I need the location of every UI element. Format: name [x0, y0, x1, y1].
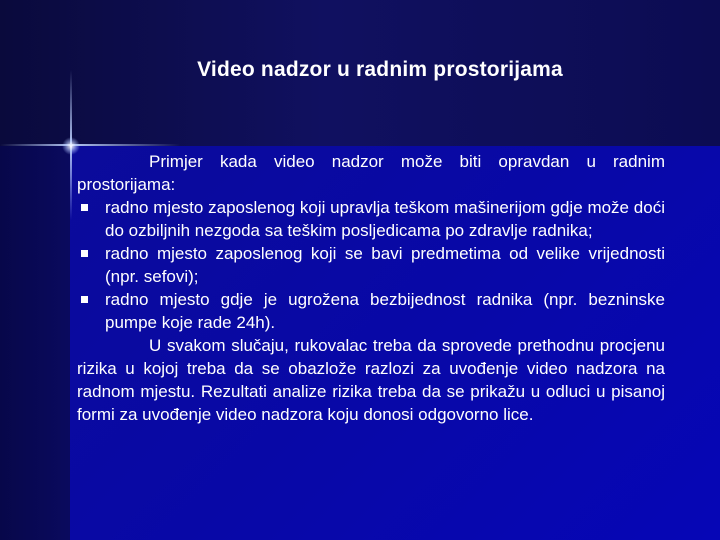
list-item — [77, 242, 665, 288]
left-band — [0, 146, 70, 540]
closing-paragraph: U svakom slučaju, rukovalac treba da sprovede prethodnu procjenu rizika u kojoj treba da se obazlože razlozi za uvođenje video nadzora na radnom mjestu. Rezultati analize rizika treba da se prikažu u odluci u pisanoj formi za uvođenje video nadzora koju donosi odgovorno lice. — [77, 336, 665, 424]
list-item — [77, 288, 665, 334]
list-item-text: radno mjesto gdje je ugrožena bezbijednost radnika (npr. bezninske pumpe koje rade 24h). — [105, 290, 665, 332]
slide-title: Video nadzor u radnim prostorijama — [197, 58, 563, 81]
bullet-list — [77, 196, 665, 334]
square-bullet-icon — [81, 204, 88, 211]
list-item-text: radno mjesto zaposlenog koji se bavi predmetima od velike vrijednosti (npr. sefovi); — [105, 244, 665, 286]
list-item-text: radno mjesto zaposlenog koji upravlja teškom mašinerijom gdje može doći do ozbiljnih nezgoda sa teškim posljedicama po zdravlje radnika; — [105, 198, 665, 240]
sparkle-horizontal-ray — [0, 144, 180, 146]
list-item — [77, 196, 665, 242]
slide-content — [77, 150, 665, 426]
square-bullet-icon — [81, 250, 88, 257]
intro-paragraph: Primjer kada video nadzor može biti opravdan u radnim prostorijama: — [77, 152, 665, 194]
square-bullet-icon — [81, 296, 88, 303]
